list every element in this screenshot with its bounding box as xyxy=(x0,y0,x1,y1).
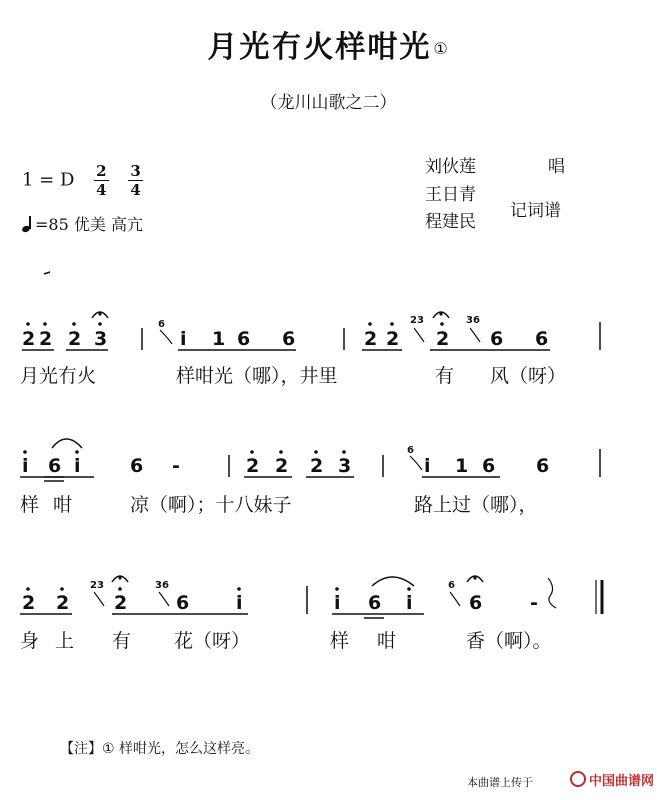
tempo-marking: =85 优美 高亢 xyxy=(22,212,143,235)
svg-text:2: 2 xyxy=(114,592,128,614)
lyric-line3-b: 有 xyxy=(112,630,132,652)
svg-text:1: 1 xyxy=(212,328,226,350)
svg-text:i: i xyxy=(180,328,187,350)
lyric-line2-b: 凉（啊）；十八妹子 xyxy=(130,494,292,516)
svg-text:i: i xyxy=(236,592,243,614)
svg-text:23: 23 xyxy=(90,580,104,591)
svg-text:2: 2 xyxy=(310,455,324,477)
svg-text:6: 6 xyxy=(237,328,251,350)
title-footnote-mark: ① xyxy=(433,39,450,58)
time-signature-1: $\frac{2}{4}$ xyxy=(96,162,107,199)
lyric-line1-a: 月光冇火 xyxy=(20,365,97,387)
lyric-line1-d: 风（呀） xyxy=(490,365,567,387)
note: 2 xyxy=(22,328,36,350)
footnote: 【注】① 样咁光，怎么这样亮。 xyxy=(60,741,260,757)
lyric-line1-c: 有 xyxy=(435,365,455,387)
svg-text:2: 2 xyxy=(275,455,289,477)
credit-sing-label: 唱 xyxy=(548,157,565,177)
lyric-line3-d: 样咁 xyxy=(330,630,425,652)
lyric-line1-b: 样咁光（哪），井里 xyxy=(176,365,338,387)
svg-text:6: 6 xyxy=(176,592,190,614)
svg-text:1: 1 xyxy=(455,455,469,477)
svg-text:i: i xyxy=(334,592,341,614)
svg-text:36: 36 xyxy=(466,315,480,326)
lyric-line3-c: 花（呀） xyxy=(174,630,251,652)
svg-text:6: 6 xyxy=(469,592,483,614)
svg-text:6: 6 xyxy=(482,455,496,477)
note: 2 xyxy=(68,328,82,350)
svg-text:6: 6 xyxy=(282,328,296,350)
time-signature-2: $\frac{3}{4}$ xyxy=(130,162,141,199)
lyric-line3-e: 香（啊）。 xyxy=(466,630,552,652)
credit-recorder-2: 程建民 xyxy=(425,212,476,232)
svg-text:6: 6 xyxy=(536,455,550,477)
svg-text:i: i xyxy=(406,592,413,614)
svg-text:2: 2 xyxy=(436,328,450,350)
svg-text:2: 2 xyxy=(246,455,260,477)
song-subtitle: （龙川山歌之二） xyxy=(260,93,397,113)
svg-text:2: 2 xyxy=(56,592,70,614)
svg-text:6: 6 xyxy=(535,328,549,350)
credit-singer: 刘伙莲 xyxy=(425,157,476,177)
svg-text:-: - xyxy=(172,455,180,477)
note: 2 xyxy=(39,328,53,350)
svg-text:6: 6 xyxy=(130,455,144,477)
svg-text:6: 6 xyxy=(490,328,504,350)
svg-text:i: i xyxy=(74,455,81,477)
svg-text:6: 6 xyxy=(48,455,62,477)
svg-text:36: 36 xyxy=(155,580,169,591)
note: 3 xyxy=(94,328,108,350)
credit-recorder-1: 王日青 xyxy=(425,185,476,205)
svg-text:6: 6 xyxy=(158,319,165,330)
lyric-line3-a: 身上 xyxy=(20,630,91,652)
lyric-line2-c: 路上过（哪）， xyxy=(414,494,538,516)
svg-text:-: - xyxy=(530,592,538,614)
song-title: 月光冇火样咁光 ① xyxy=(207,30,450,65)
site-logo: 中国曲谱网 xyxy=(570,770,654,789)
credit-record-label: 记词谱 xyxy=(510,201,561,221)
key-label: 1 = D xyxy=(22,169,75,191)
svg-text:i: i xyxy=(22,455,29,477)
svg-text:6: 6 xyxy=(407,445,414,456)
lyric-line2-a: 样咁 xyxy=(20,494,87,516)
site-logo-icon xyxy=(570,771,586,787)
upload-notice: 本曲谱上传于 xyxy=(467,776,533,789)
svg-text:3: 3 xyxy=(338,455,352,477)
svg-text:23: 23 xyxy=(410,315,424,326)
svg-text:6: 6 xyxy=(368,592,382,614)
svg-text:2: 2 xyxy=(386,328,400,350)
svg-text:2: 2 xyxy=(364,328,378,350)
svg-text:i: i xyxy=(424,455,431,477)
svg-text:2: 2 xyxy=(22,592,36,614)
svg-text:6: 6 xyxy=(448,580,455,591)
